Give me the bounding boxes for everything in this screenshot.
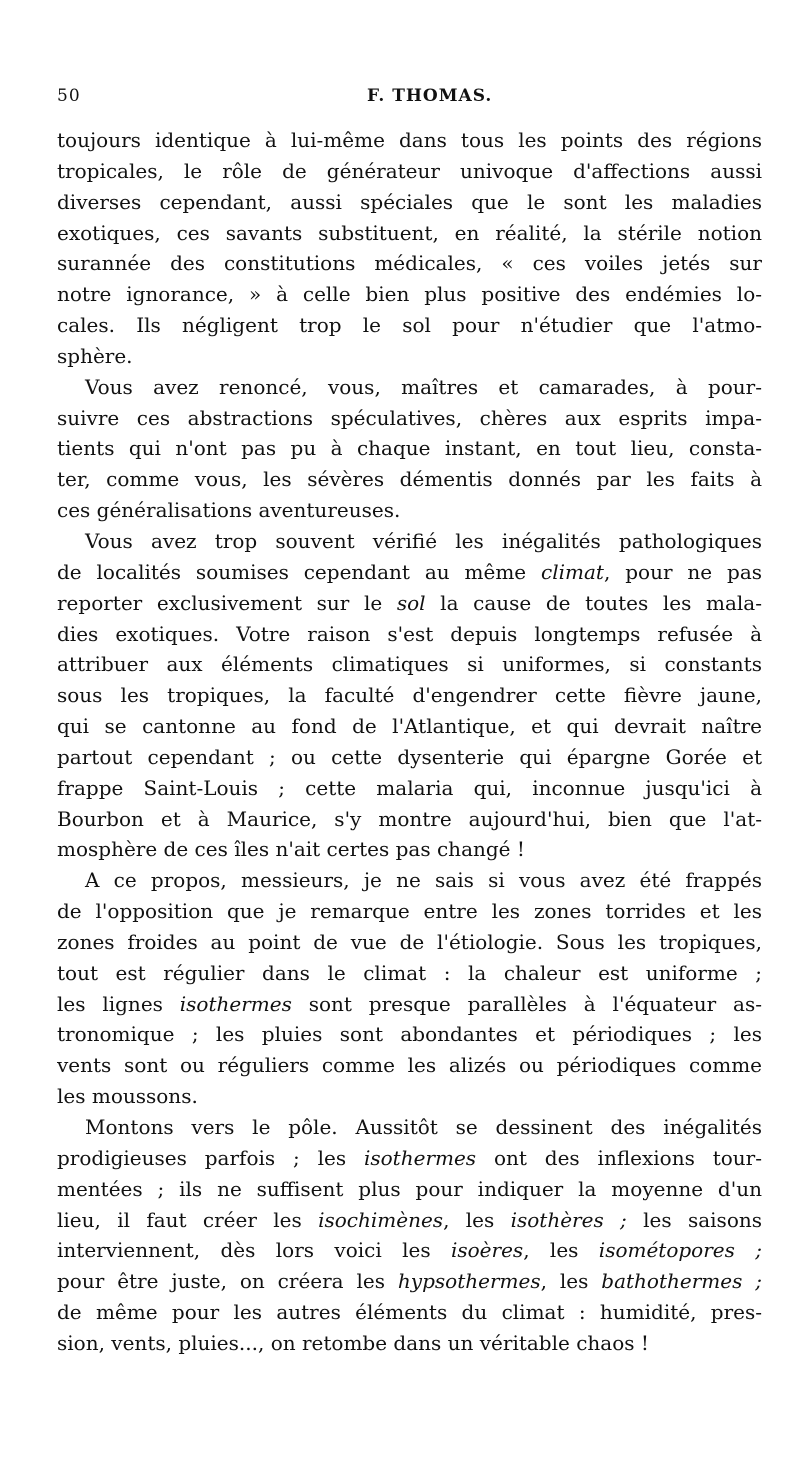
text-segment: qui se cantonne au fond de l'Atlantique, et qui devrait naître [57,714,762,739]
text-line [57,218,762,249]
text-line [57,526,762,557]
text-segment: interviennent, dès lors voici les [57,1238,451,1263]
text-segment: partout cependant ; ou cette dysenterie qui épargne Gorée et [57,744,762,769]
text-segment: sont presque parallèles à l'équateur as- [291,991,762,1016]
text-line [57,1050,762,1081]
text-line [57,1266,762,1297]
text-segment: ces généralisations aventureuses. [57,498,401,523]
text-line [57,125,762,156]
text-segment: les saisons [626,1207,762,1232]
text-segment: tients qui n'ont pas pu à chaque instant, en tout lieu, consta- [57,436,762,461]
italic-term: hypsothermes [397,1269,541,1294]
text-segment: les moussons. [57,1084,198,1109]
text-segment: tronomique ; les pluies sont abondantes et périodiques ; les [57,1022,762,1047]
text-segment: tropicales, le rôle de générateur univoque d'affections aussi [57,158,762,183]
text-line [57,958,762,989]
text-segment: Bourbon et à Maurice, s'y montre aujourd'hui, bien que l'at- [57,806,762,831]
text-segment: prodigieuses parfois ; les [57,1145,364,1170]
text-line [57,1019,762,1050]
text-line [57,156,762,187]
text-line [57,557,762,588]
text-line [57,804,762,835]
text-line [57,588,762,619]
text-segment: zones froides au point de vue de l'étiologie. Sous les tropiques, [57,929,762,954]
text-line [57,187,762,218]
italic-term: isothermes [179,991,292,1016]
text-line [57,464,762,495]
text-line [57,1174,762,1205]
paragraph [57,865,762,1112]
text-segment: ter, comme vous, les sévères démentis donnés par les faits à [57,467,762,492]
text-segment: de l'opposition que je remarque entre les zones torrides et les [57,899,762,924]
italic-term: isométopores ; [598,1238,762,1263]
text-line [57,649,762,680]
text-line [57,619,762,650]
text-segment: la cause de toutes les mala- [425,590,762,615]
text-segment: Vous avez trop souvent vérifié les inégalités pathologiques [85,528,762,553]
text-segment: , pour ne pas [603,559,762,584]
page-header [57,86,768,110]
text-segment: exotiques, ces savants substituent, en réalité, la stérile notion [57,220,762,245]
text-segment: mentées ; ils ne suffisent plus pour indiquer la moyenne d'un [57,1176,762,1201]
text-segment: frappe Saint-Louis ; cette malaria qui, inconnue jusqu'ici à [57,775,762,800]
paragraph [57,372,762,526]
text-segment: surannée des constitutions médicales, « ces voiles jetés sur [57,251,762,276]
italic-term: sol [396,590,426,615]
text-segment: mosphère de ces îles n'ait certes pas changé ! [57,837,525,862]
text-segment: attribuer aux éléments climatiques si uniformes, si constants [57,652,762,677]
paragraph [57,526,762,865]
paragraph [57,125,762,372]
running-head: F. THOMAS. [367,86,493,106]
text-line [57,773,762,804]
text-segment: , les [540,1269,602,1294]
text-line [57,865,762,896]
text-line [57,742,762,773]
text-segment: lieu, il faut créer les [57,1207,319,1232]
text-segment: vents sont ou réguliers comme les alizés ou périodiques comme [57,1053,762,1078]
text-line [57,1205,762,1236]
text-segment: pour être juste, on créera les [57,1269,398,1294]
text-segment: notre ignorance, » à celle bien plus positive des endémies lo- [57,282,762,307]
italic-term: bathothermes ; [601,1269,762,1294]
text-segment: A ce propos, messieurs, je ne sais si vous avez été frappés [85,868,762,893]
text-line [57,834,762,865]
text-segment: suivre ces abstractions spéculatives, chères aux esprits impa- [57,405,762,430]
text-line [57,1081,762,1112]
text-segment: , les [523,1238,599,1263]
text-segment: tout est régulier dans le climat : la chaleur est uniforme ; [57,960,762,985]
text-line [57,248,762,279]
text-line [57,896,762,927]
text-line [57,711,762,742]
text-segment: sphère. [57,343,133,368]
text-line [57,495,762,526]
text-line [57,1328,762,1359]
text-line [57,1235,762,1266]
text-segment: ont des inflexions tour- [476,1145,762,1170]
body-text [57,125,762,1359]
text-line [57,680,762,711]
text-line [57,1297,762,1328]
text-segment: toujours identique à lui-même dans tous les points des régions [57,128,762,152]
text-line [57,341,762,372]
text-segment: sous les tropiques, la faculté d'engendrer cette fièvre jaune, [57,683,762,708]
italic-term: climat [541,559,604,584]
page-number: 50 [57,86,81,106]
text-segment: reporter exclusivement sur le [57,590,397,615]
text-line [57,989,762,1020]
text-segment: , les [443,1207,511,1232]
paragraph [57,1112,762,1359]
text-segment: dies exotiques. Votre raison s'est depuis longtemps refusée à [57,621,762,646]
text-segment: cales. Ils négligent trop le sol pour n'étudier que l'atmo- [57,313,762,338]
text-line [57,927,762,958]
italic-term: isothermes [363,1145,477,1170]
text-line [57,403,762,434]
text-segment: diverses cependant, aussi spéciales que le sont les maladies [57,189,762,214]
text-segment: de même pour les autres éléments du climat : humidité, pres- [57,1300,762,1325]
text-line [57,372,762,403]
text-segment: Vous avez renoncé, vous, maîtres et camarades, à pour- [85,374,762,399]
text-segment: de localités soumises cependant au même [57,559,542,584]
text-segment: Montons vers le pôle. Aussitôt se dessinent des inégalités [85,1115,762,1139]
text-line [57,1112,762,1143]
text-line [57,310,762,341]
text-segment: les lignes [57,991,180,1016]
text-line [57,279,762,310]
italic-term: isochimènes [318,1207,444,1232]
italic-term: isoères [450,1238,524,1263]
text-line [57,433,762,464]
text-line [57,1143,762,1174]
text-segment: sion, vents, pluies..., on retombe dans un véritable chaos ! [57,1330,649,1355]
italic-term: isothères ; [510,1207,627,1232]
